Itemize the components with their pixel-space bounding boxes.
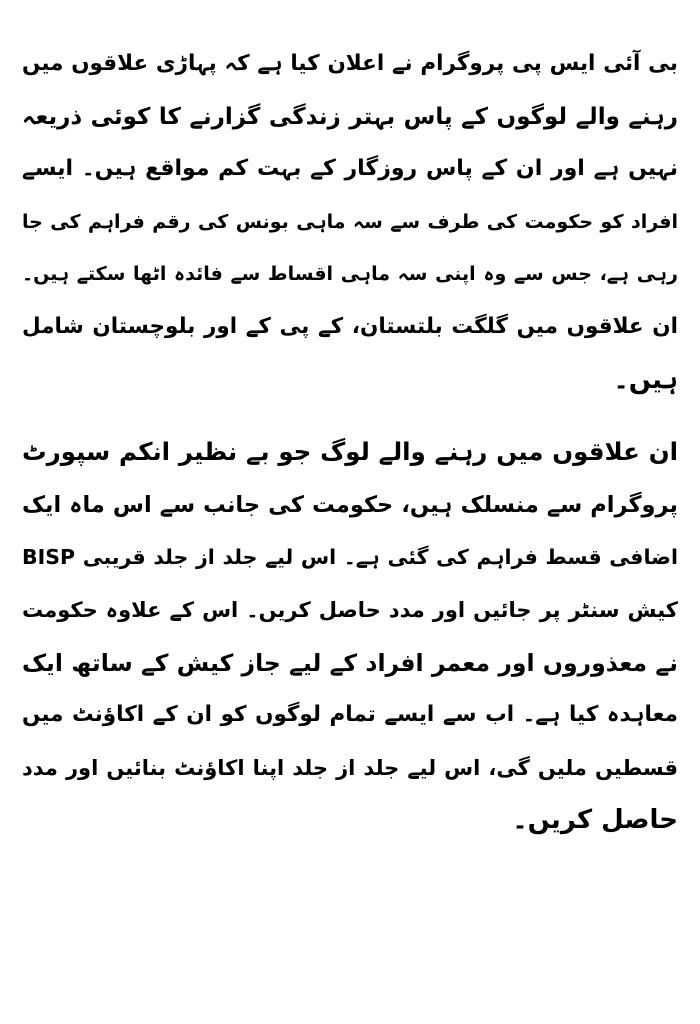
text-line: نہیں ہے اور ان کے پاس روزگار کے بہت کم مواقع ہیں۔ ایسے xyxy=(22,156,678,182)
text-line: قسطیں ملیں گی، اس لیے جلد از جلد اپنا اکاؤنٹ بنائیں اور مدد xyxy=(22,755,678,780)
text-line: ان علاقوں میں رہنے والے لوگ جو بے نظیر انکم سپورٹ xyxy=(22,437,678,467)
text-line: رہنے والے لوگوں کے پاس بہتر زندگی گزارنے کا کوئی ذریعہ xyxy=(22,103,678,130)
text-line: اضافی قسط فراہم کی گئی ہے۔ اس لیے جلد از جلد قریبی BISP xyxy=(22,545,678,570)
text-line: افراد کو حکومت کی طرف سے سہ ماہی بونس کی رقم فراہم کی جا xyxy=(22,210,678,233)
text-line: کیش سنٹر پر جائیں اور مدد حاصل کریں۔ اس کے علاوہ حکومت xyxy=(22,597,678,622)
text-line: ان علاقوں میں گلگت بلتستان، کے پی کے اور بلوچستان شامل xyxy=(22,313,678,339)
paragraph-2 xyxy=(22,426,678,847)
text-line: معاہدہ کیا ہے۔ اب سے ایسے تمام لوگوں کو ان کے اکاؤنٹ میں xyxy=(22,702,678,728)
paragraph-spacer xyxy=(22,406,678,426)
text-line: بی آئی ایس پی پروگرام نے اعلان کیا ہے کہ پہاڑی علاقوں میں xyxy=(22,51,678,76)
text-line: پروگرام سے منسلک ہیں، حکومت کی جانب سے اس ماہ ایک xyxy=(22,491,678,518)
text-line: نے معذوروں اور معمر افراد کے لیے جاز کیش کے ساتھ ایک xyxy=(22,648,678,677)
text-line-last: حاصل کریں۔ xyxy=(512,805,678,836)
paragraph-1 xyxy=(22,38,678,406)
text-line-last: ہیں۔ xyxy=(613,364,678,395)
article-body xyxy=(22,38,678,847)
text-line: رہی ہے، جس سے وہ اپنی سہ ماہی اقساط سے فائدہ اٹھا سکتے ہیں۔ xyxy=(22,263,678,286)
